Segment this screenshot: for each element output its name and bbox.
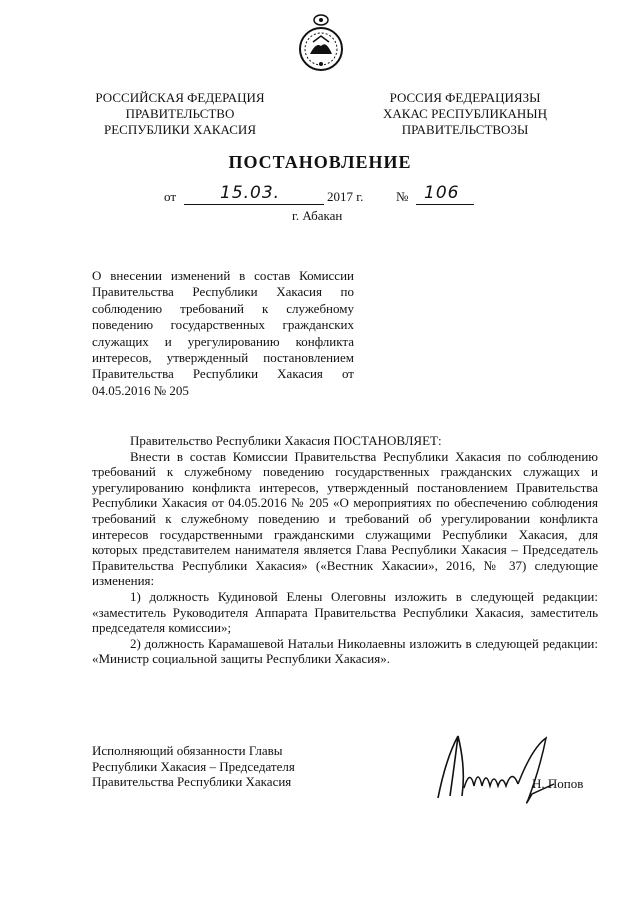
number-sign: № [396,189,409,204]
main-paragraph: Внести в состав Комиссии Правительства Республики Хакасия по соблюдению требований к служебному поведению государственных гражданских служащих и урегулированию конфликта интересов, утвержденный постановлением Правительства Республики Хакасия от 04.05.2016 № 205 «О мероприятиях по обеспечению соблюдения требований к служебному поведению и требований об урегулировании конфликта интересов государственными гражданскими служащими Республики Хакасия, для которых представителем нанимателя является Глава Республики Хакасия – Председатель Правительства Республики Хакасия» («Вестник Хакасии», 2016, № 37) следующие изменения: [92,448,598,589]
item-1: 1) должность Кудиновой Елены Олеговны изложить в следующей редакции: «заместитель Руководителя Аппарата Правительства Республики Хакасия, заместитель председателя комиссии»; [92,588,598,636]
number-underline [416,204,474,205]
header-right-line: ПРАВИТЕЛЬСТВОЗЫ [401,122,529,137]
preamble: Правительство Республики Хакасия ПОСТАНОВЛЯЕТ: [130,433,442,448]
document-title: ПОСТАНОВЛЕНИЕ [228,152,412,172]
signatory-position-line: Правительства Республики Хакасия [92,774,292,790]
handwritten-signature [428,728,568,808]
document-subject: О внесении изменений в состав Комиссии Правительства Республики Хакасия по соблюдению требований к служебному поведению государственных гражданских служащих и урегулированию конфликта интересов, утвержденный постановлением Правительства Республики Хакасия от 04.05.2016 № 205 [92,268,354,398]
header-right-line: РОССИЯ ФЕДЕРАЦИЯЗЫ [389,90,541,105]
header-left [80,90,280,138]
header-right [360,90,570,138]
number-handwritten: 106 [424,183,460,203]
header-left-line: ПРАВИТЕЛЬСТВО [125,106,235,121]
date-underline [184,204,324,205]
coat-of-arms-icon [298,12,344,72]
signatory-name: Н. Попов [532,776,584,791]
signatory-position-line: Исполняющий обязанности Главы [92,743,283,758]
date-prefix: от [164,189,177,204]
item-2: 2) должность Карамашевой Натальи Николаевны изложить в следующей редакции: «Министр социальной защиты Республики Хакасия». [92,635,598,667]
signatory-position-line: Республики Хакасия – Председателя [92,758,295,774]
year-label: 2017 г. [327,189,364,204]
signatory-position [92,743,352,790]
date-handwritten: 15.03. [220,183,281,203]
header-left-line: РОССИЙСКАЯ ФЕДЕРАЦИЯ [95,90,265,105]
city: г. Абакан [292,208,343,223]
document-body [92,433,598,667]
header-right-line: ХАКАС РЕСПУБЛИКАНЫҢ [382,106,548,121]
header-left-line: РЕСПУБЛИКИ ХАКАСИЯ [103,122,256,137]
